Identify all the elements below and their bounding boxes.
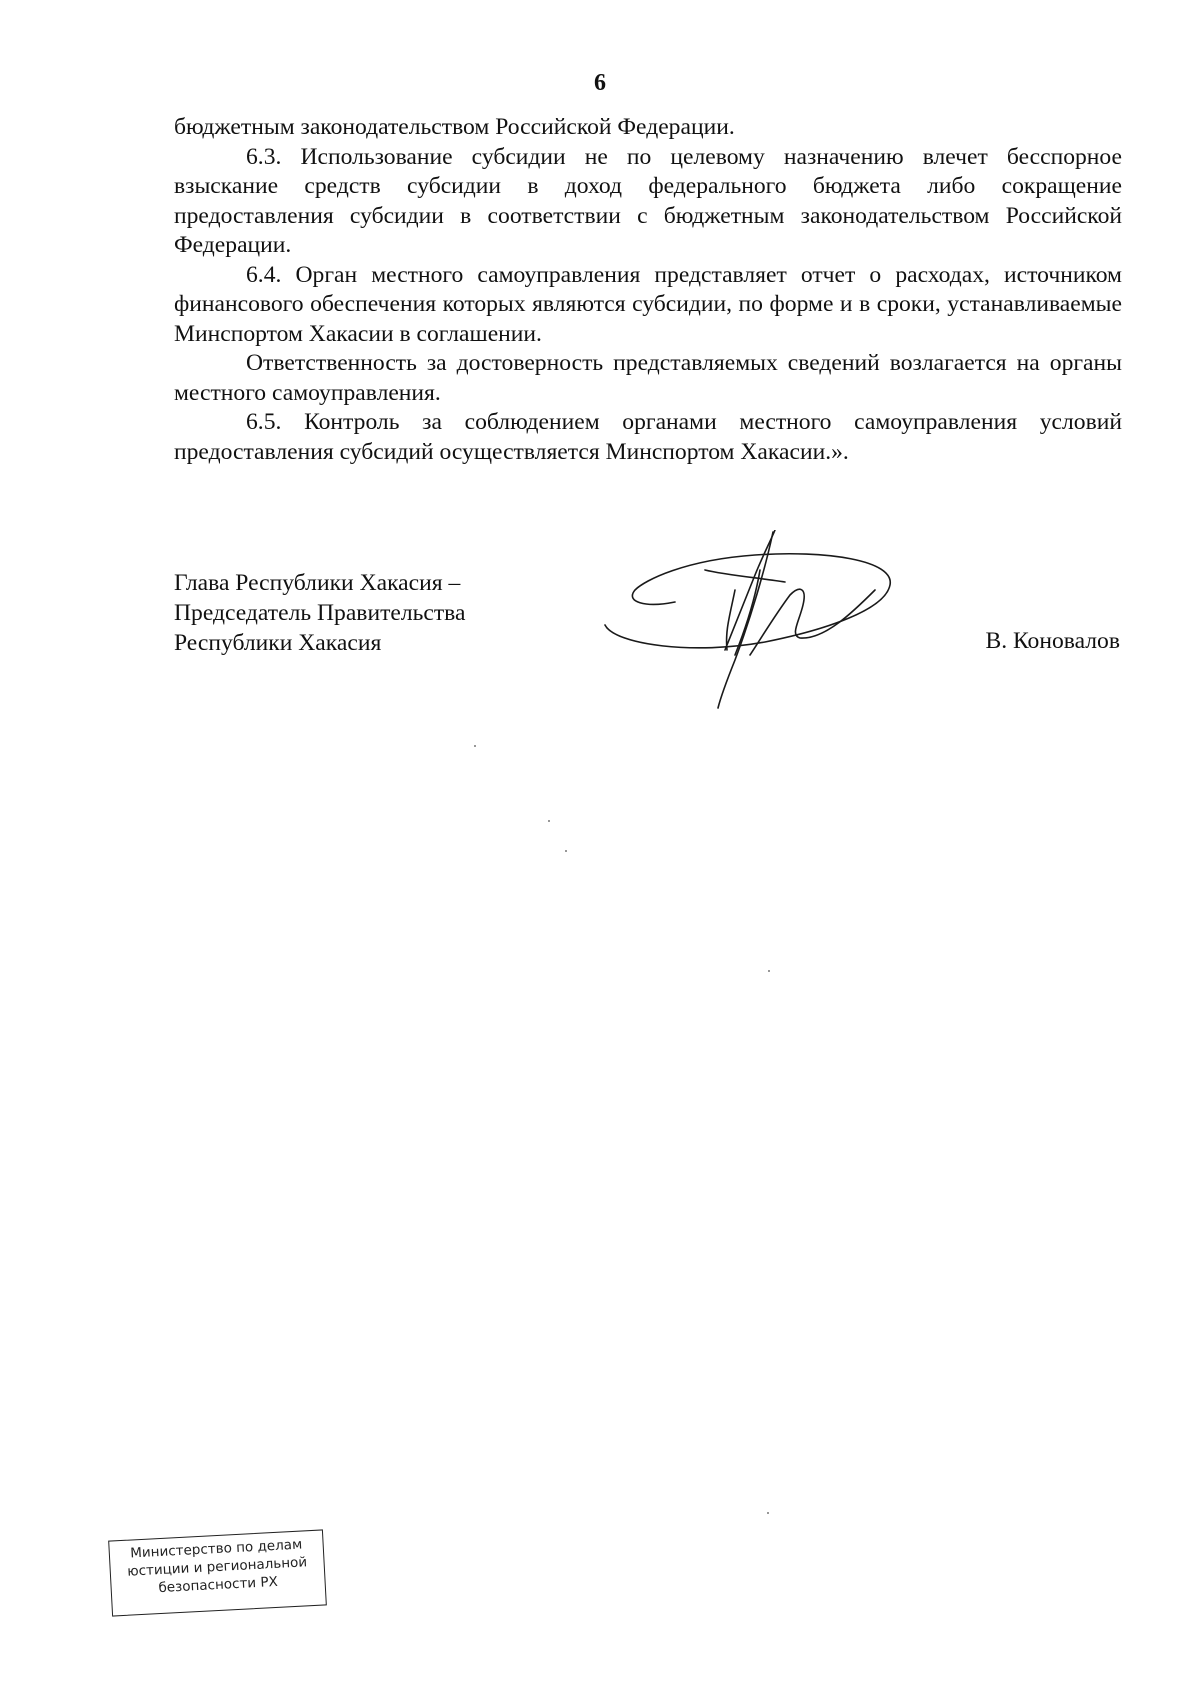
stamp-line: Министерство по делам bbox=[129, 1536, 303, 1562]
scan-speck bbox=[565, 850, 567, 852]
paragraph-6-3: 6.3. Использование субсидии не по целевому назначению влечет бесспорное взыскание средств субсидии в доход федерального бюджета либо сокращение предоставления субсидии в соответствии с бюджетным законодательством Российской Федерации. bbox=[174, 143, 1122, 258]
document-body bbox=[174, 113, 1122, 467]
signatory-title bbox=[174, 568, 465, 658]
signatory-title-line: Республики Хакасия bbox=[174, 630, 382, 656]
scan-speck bbox=[548, 820, 550, 822]
signatory-title-line: Глава Республики Хакасия – bbox=[174, 570, 461, 596]
scan-speck bbox=[474, 745, 476, 747]
signatory-title-line: Председатель Правительства bbox=[174, 600, 466, 626]
stamp-line: юстиции и региональной bbox=[126, 1554, 308, 1580]
registration-stamp bbox=[108, 1529, 327, 1616]
scan-speck bbox=[768, 970, 770, 972]
page-number: 6 bbox=[594, 70, 606, 96]
scan-speck bbox=[767, 1512, 769, 1514]
signatory-name: В. Коновалов bbox=[985, 628, 1120, 654]
stamp-line: безопасности РХ bbox=[158, 1573, 279, 1597]
handwritten-signature bbox=[585, 530, 915, 710]
paragraph-6-5: 6.5. Контроль за соблюдением органами местного самоуправления условий предоставления субсидий осуществляется Минспортом Хакасии.». bbox=[174, 409, 1122, 465]
paragraph-responsibility: Ответственность за достоверность представляемых сведений возлагается на органы местного самоуправления. bbox=[174, 350, 1122, 406]
paragraph-6-4: 6.4. Орган местного самоуправления представляет отчет о расходах, источником финансового обеспечения которых являются субсидии, по форме и в сроки, устанавливаемые Минспортом Хакасии в соглашении. bbox=[174, 261, 1122, 347]
paragraph-continuation: бюджетным законодательством Российской Федерации. bbox=[174, 114, 735, 140]
